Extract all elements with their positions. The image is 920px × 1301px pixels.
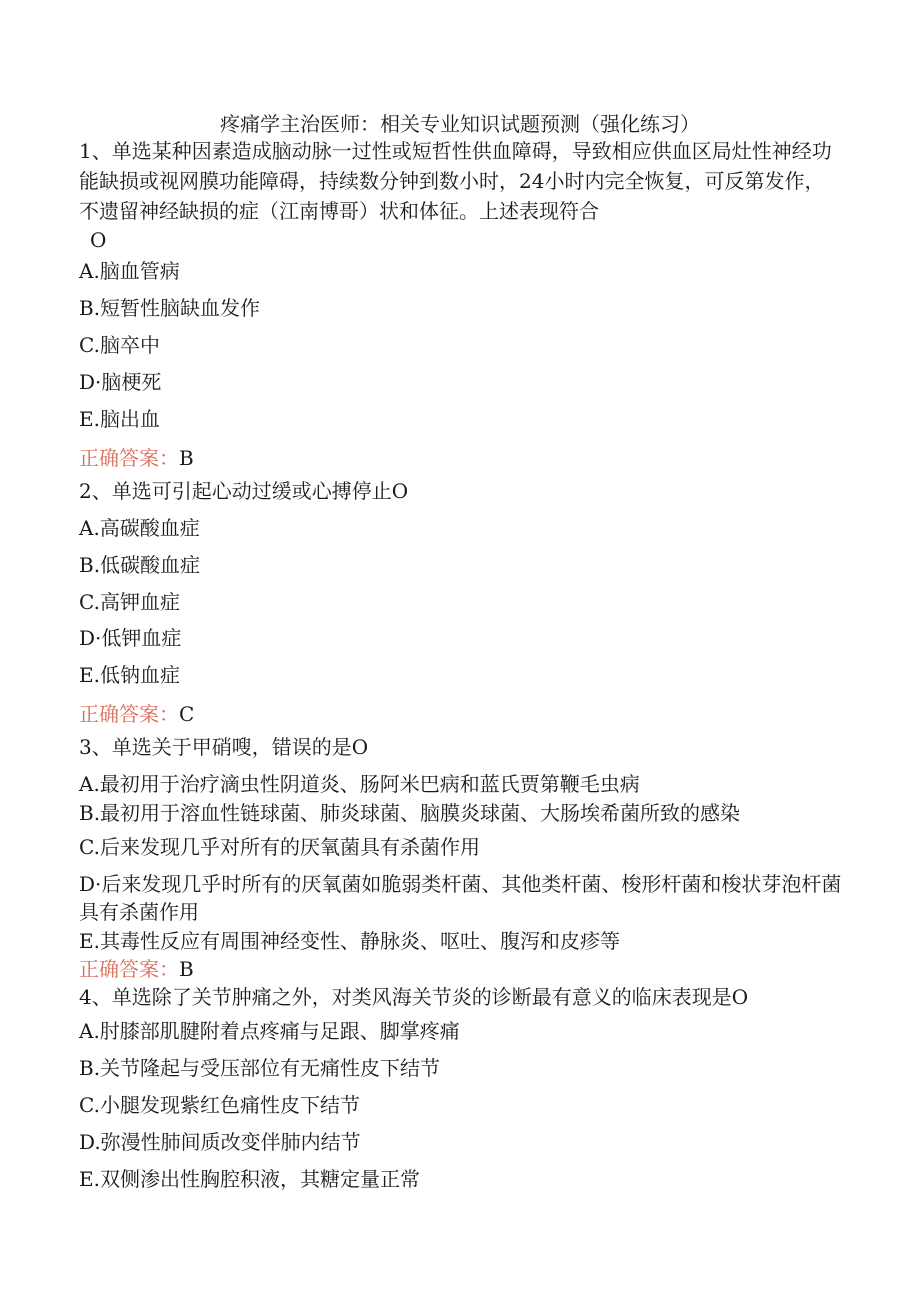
answer-value: B	[179, 446, 194, 470]
question-2-option-a: A.高碳酸血症	[79, 516, 200, 540]
question-3-option-e: E.其毒性反应有周围神经变性、静脉炎、呕吐、腹泻和皮疹等	[79, 929, 620, 953]
question-2-option-e: E.低钠血症	[79, 663, 180, 687]
answer-label: 正确答案：	[79, 957, 179, 981]
question-3-stem: 3、单选关于甲硝嗖，错误的是O	[79, 735, 369, 759]
question-4-option-e: E.双侧渗出性胸腔积液，其糖定量正常	[79, 1167, 420, 1191]
question-2-stem: 2、单选可引起心动过缓或心搏停止O	[79, 479, 409, 503]
question-1-option-b: B.短暂性脑缺血发作	[79, 296, 261, 320]
question-4-option-d: D.弥漫性肺间质改变伴肺内结节	[79, 1130, 361, 1154]
answer-value: B	[179, 957, 194, 981]
question-4-option-b: B.关节隆起与受压部位有无痛性皮下结节	[79, 1056, 441, 1080]
question-2-answer	[79, 700, 194, 728]
question-1-stem: 1、单选某种因素造成脑动脉一过性或短哲性供血障碍，导致相应供血区局灶性神经功能缺损或视网膜功能障碍，持续数分钟到数小时，24小时内完全恢复，可反第发作，不遗留神经缺损的症（江南博哥）状和体征。上述表现符合	[79, 139, 832, 223]
page-title: 疼痛学主治医师：相关专业知识试题预测（强化练习）	[220, 112, 700, 136]
question-1-option-e: E.脑出血	[79, 407, 160, 431]
question-3-option-d: D·后来发现几乎时所有的厌氧菌如脆弱类杆菌、其他类杆菌、梭形杆菌和梭状芽泡杆菌具有杀菌作用	[79, 872, 842, 924]
question-3-option-b: B.最初用于溶血性链球菌、肺炎球菌、脑膜炎球菌、大肠埃希菌所致的感染	[79, 801, 741, 825]
question-3-option-a: A.最初用于治疗滴虫性阴道炎、肠阿米巴病和蓝氏贾第鞭毛虫病	[79, 772, 640, 796]
question-1-stem-tail: O	[90, 228, 107, 252]
question-2-option-d: D·低钾血症	[79, 626, 182, 650]
question-1-option-c: C.脑卒中	[79, 333, 160, 357]
answer-label: 正确答案：	[79, 702, 179, 726]
question-4-option-c: C.小腿发现紫红色痛性皮下结节	[79, 1093, 360, 1117]
question-3-answer	[79, 955, 194, 983]
question-1-answer	[79, 444, 194, 472]
answer-value: C	[179, 702, 195, 726]
question-4-option-a: A.肘膝部肌腱附着点疼痛与足跟、脚掌疼痛	[79, 1019, 460, 1043]
question-2-option-c: C.高钾血症	[79, 590, 180, 614]
answer-label: 正确答案：	[79, 446, 179, 470]
question-4-stem: 4、单选除了关节肿痛之外，对类风海关节炎的诊断最有意义的临床表现是O	[79, 985, 749, 1009]
question-3-option-c: C.后来发现几乎对所有的厌氧菌具有杀菌作用	[79, 835, 480, 859]
question-1-option-d: D·脑梗死	[79, 370, 162, 394]
question-1-option-a: A.脑血管病	[79, 259, 180, 283]
question-2-option-b: B.低碳酸血症	[79, 553, 201, 577]
